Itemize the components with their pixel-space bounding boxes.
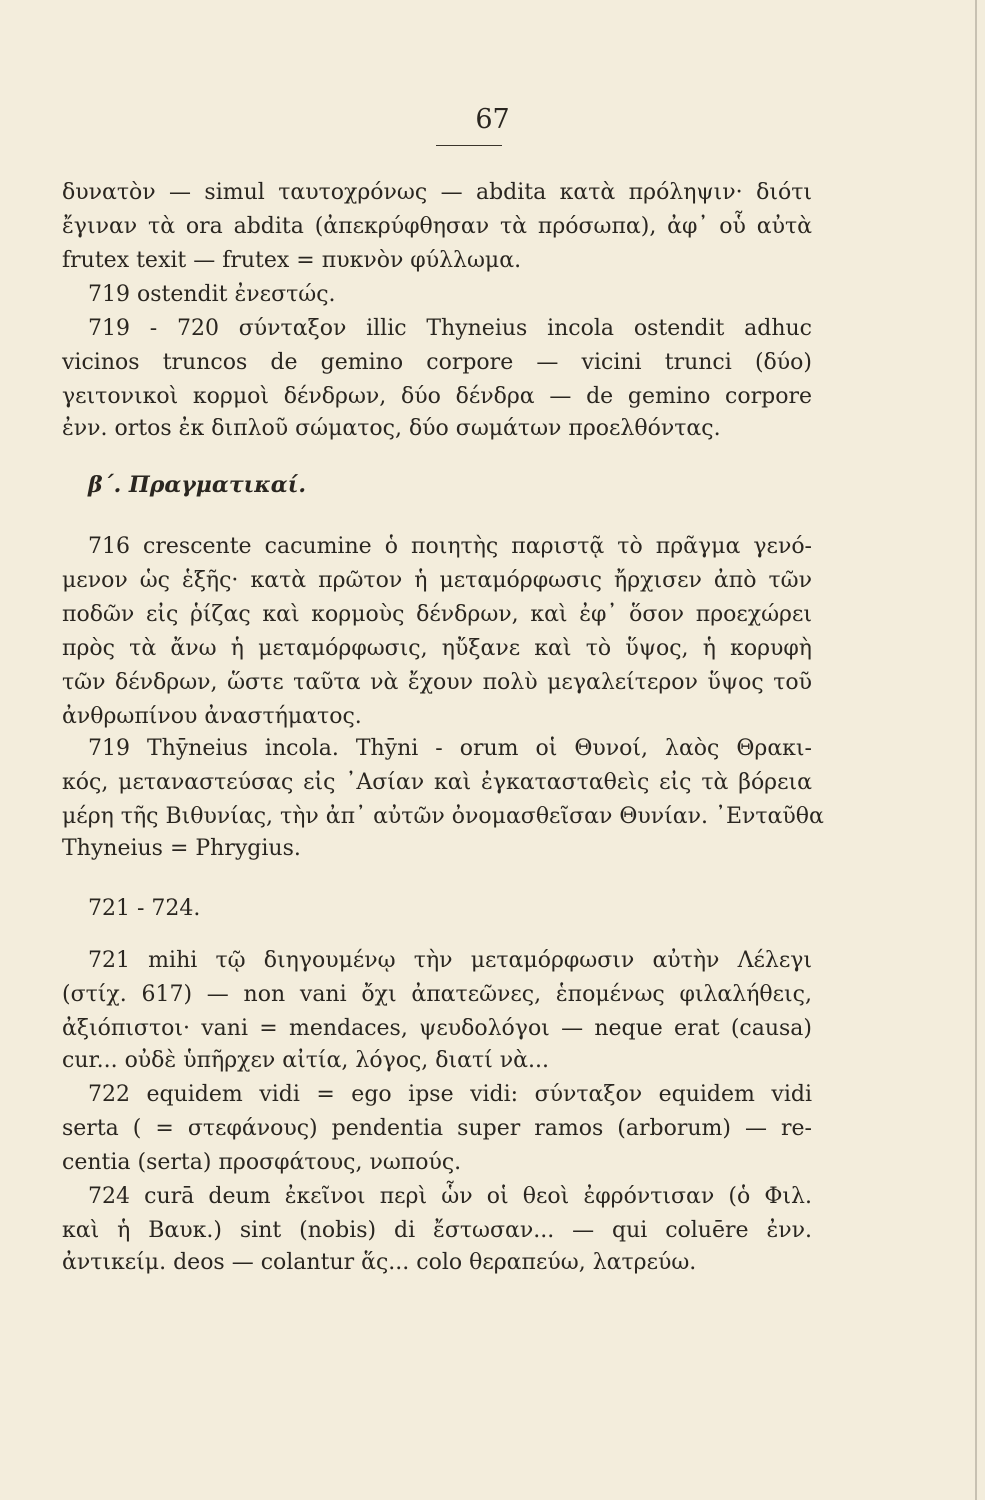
page-edge: [975, 0, 977, 1500]
text-line: centia (serta) προσφάτους, νωπούς.: [62, 1150, 462, 1175]
text-line: serta ( = στεφάνους) pendentia super ramos (arborum) — re-: [62, 1116, 812, 1141]
text-line: frutex texit — frutex = πυκνὸν φύλλωμα.: [62, 248, 522, 273]
text-line: Thyneius = Phrygius.: [62, 836, 301, 861]
text-line: ἀντικείμ. deos — colantur ἅς... colo θεραπεύω, λατρεύω.: [62, 1250, 697, 1275]
text-line: vicinos truncos de gemino corpore — vicini trunci (δύο): [62, 350, 812, 375]
text-line: ἀξιόπιστοι· vani = mendaces, ψευδολόγοι — neque erat (causa): [62, 1016, 812, 1041]
text-line: ἔγιναν τὰ ora abdita (ἀπεκρύφθησαν τὰ πρόσωπα), ἀφ᾽ οὗ αὐτὰ: [62, 214, 812, 239]
text-line: δυνατὸν — simul ταυτοχρόνως — abdita κατὰ πρόληψιν· διότι: [62, 180, 812, 205]
text-line: ποδῶν εἰς ῥίζας καὶ κορμοὺς δένδρων, καὶ ἐφ᾽ ὅσον προεχώρει: [62, 602, 812, 627]
text-line: 721 - 724.: [88, 896, 201, 921]
text-line: 719 - 720 σύνταξον illic Thyneius incola ostendit adhuc: [88, 316, 812, 341]
text-line: ἀνθρωπίνου ἀναστήματος.: [62, 704, 362, 729]
text-line: κός, μεταναστεύσας εἰς ᾽Ασίαν καὶ ἐγκατασταθεὶς εἰς τὰ βόρεια: [62, 770, 812, 795]
text-line: 724 curā deum ἐκεῖνοι περὶ ὧν οἱ θεοὶ ἐφρόντισαν (ὁ Φιλ.: [88, 1184, 812, 1209]
text-line: μενον ὡς ἑξῆς· κατὰ πρῶτον ἡ μεταμόρφωσις ἤρχισεν ἀπὸ τῶν: [62, 568, 812, 593]
section-heading: β΄. Πραγματικαί.: [88, 472, 307, 498]
text-line: καὶ ἡ Βαυκ.) sint (nobis) di ἔστωσαν... — qui coluēre ἐνν.: [62, 1218, 812, 1243]
text-line: (στίχ. 617) — non vani ὄχι ἀπατεῶνες, ἑπομένως φιλαλήθεις,: [62, 982, 812, 1007]
text-line: cur... οὐδὲ ὑπῆρχεν αἰτία, λόγος, διατί νὰ...: [62, 1048, 550, 1073]
text-line: 722 equidem vidi = ego ipse vidi: σύνταξον equidem vidi: [88, 1082, 812, 1107]
text-line: 716 crescente cacumine ὁ ποιητὴς παριστᾷ τὸ πρᾶγμα γενό-: [88, 534, 812, 559]
page-number-rule: [436, 145, 502, 146]
text-line: τῶν δένδρων, ὥστε ταῦτα νὰ ἔχουν πολὺ μεγαλείτερον ὕψος τοῦ: [62, 670, 812, 695]
text-line: 721 mihi τῷ διηγουμένῳ τὴν μεταμόρφωσιν αὐτὴν Λέλεγι: [88, 948, 812, 973]
text-line: γειτονικοὶ κορμοὶ δένδρων, δύο δένδρα — de gemino corpore: [62, 384, 812, 409]
text-line: πρὸς τὰ ἄνω ἡ μεταμόρφωσις, ηὔξανε καὶ τὸ ὕψος, ἡ κορυφὴ: [62, 636, 812, 661]
text-line: 719 Thȳneius incola. Thȳni - orum οἱ Θυνοί, λαὸς Θρακι-: [88, 736, 812, 761]
text-line: ἐνν. ortos ἐκ διπλοῦ σώματος, δύο σωμάτων προελθόντας.: [62, 416, 721, 441]
text-line: 719 ostendit ἐνεστώς.: [88, 282, 336, 307]
page-number: 67: [475, 104, 510, 135]
text-line: μέρη τῆς Βιθυνίας, τὴν ἀπ᾽ αὐτῶν ὀνομασθεῖσαν Θυνίαν. ᾽Ενταῦθα: [62, 804, 824, 829]
